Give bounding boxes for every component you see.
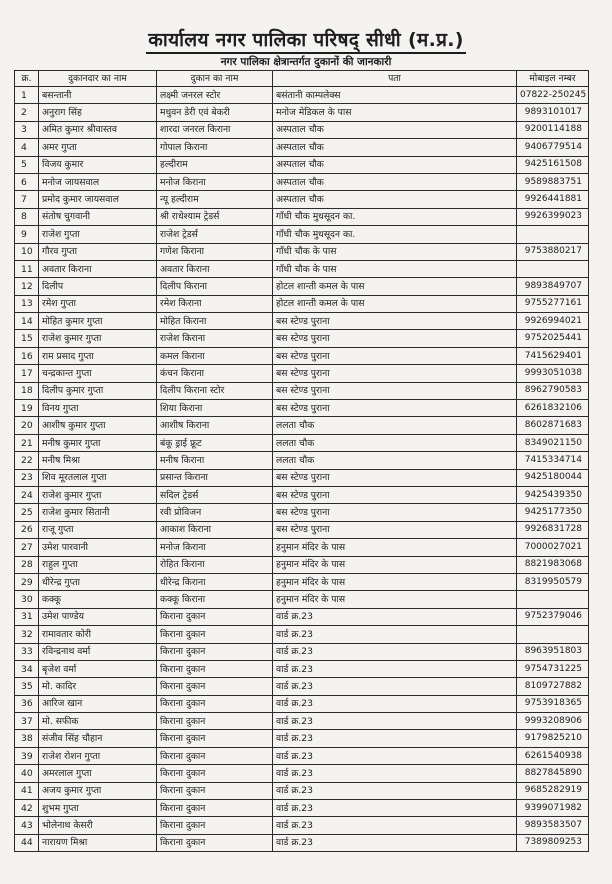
cell-address: ललता चौक bbox=[273, 452, 517, 469]
cell-shop-name: किराना दुकान bbox=[157, 608, 273, 625]
table-row bbox=[15, 382, 589, 399]
cell-mobile: 9425439350 bbox=[517, 486, 589, 503]
cell-shop-name: किराना दुकान bbox=[157, 782, 273, 799]
table-row bbox=[15, 504, 589, 521]
cell-mobile: 9993051038 bbox=[517, 365, 589, 382]
cell-shop-name: किराना दुकान bbox=[157, 695, 273, 712]
cell-serial: 5 bbox=[15, 156, 39, 173]
document-title: कार्यालय नगर पालिका परिषद् सीधी (म.प्र.) bbox=[0, 26, 612, 52]
cell-shop-name: किराना दुकान bbox=[157, 817, 273, 834]
table-row bbox=[15, 87, 589, 104]
table-row bbox=[15, 695, 589, 712]
cell-owner-name: मो. कादिर bbox=[39, 678, 157, 695]
cell-mobile bbox=[517, 626, 589, 643]
cell-shop-name: मनोज किराना bbox=[157, 539, 273, 556]
table-header-row bbox=[15, 71, 589, 87]
cell-shop-name: किराना दुकान bbox=[157, 747, 273, 764]
cell-address: गाँधी चौक के पास bbox=[273, 243, 517, 260]
table-row bbox=[15, 817, 589, 834]
cell-shop-name: किराना दुकान bbox=[157, 765, 273, 782]
cell-mobile: 9926399023 bbox=[517, 208, 589, 225]
cell-mobile: 9926994021 bbox=[517, 313, 589, 330]
cell-shop-name: राजेश किराना bbox=[157, 330, 273, 347]
cell-mobile: 7389809253 bbox=[517, 834, 589, 851]
cell-address: ललता चौक bbox=[273, 434, 517, 451]
cell-owner-name: रविन्द्रनाथ वर्मा bbox=[39, 643, 157, 660]
cell-serial: 25 bbox=[15, 504, 39, 521]
cell-serial: 26 bbox=[15, 521, 39, 538]
cell-mobile: 8962790583 bbox=[517, 382, 589, 399]
cell-address: हनुमान मंदिर के पास bbox=[273, 573, 517, 590]
cell-serial: 4 bbox=[15, 139, 39, 156]
document-subtitle: नगर पालिका क्षेत्रान्तर्गत दुकानों की जानकारी bbox=[220, 56, 392, 68]
cell-mobile: 8821983068 bbox=[517, 556, 589, 573]
cell-mobile: 8109727882 bbox=[517, 678, 589, 695]
cell-address: वार्ड क्र.23 bbox=[273, 660, 517, 677]
cell-address: गाँधी चौक मुधसूदन का. bbox=[273, 226, 517, 243]
table-row bbox=[15, 278, 589, 295]
cell-serial: 8 bbox=[15, 208, 39, 225]
cell-shop-name: न्यू हल्दीराम bbox=[157, 191, 273, 208]
cell-mobile bbox=[517, 591, 589, 608]
cell-mobile bbox=[517, 226, 589, 243]
cell-mobile: 8963951803 bbox=[517, 643, 589, 660]
cell-owner-name: मनीष मिश्रा bbox=[39, 452, 157, 469]
cell-shop-name: कमल किराना bbox=[157, 347, 273, 364]
cell-serial: 6 bbox=[15, 173, 39, 190]
cell-address: अस्पताल चौक bbox=[273, 173, 517, 190]
cell-address: वार्ड क्र.23 bbox=[273, 730, 517, 747]
cell-address: वार्ड क्र.23 bbox=[273, 713, 517, 730]
cell-owner-name: राहुल गुप्ता bbox=[39, 556, 157, 573]
cell-shop-name: कंचन किराना bbox=[157, 365, 273, 382]
header-mobile: मोबाइल नम्बर bbox=[517, 71, 589, 87]
cell-shop-name: किराना दुकान bbox=[157, 730, 273, 747]
cell-owner-name: रामावतार कोरी bbox=[39, 626, 157, 643]
cell-shop-name: किराना दुकान bbox=[157, 713, 273, 730]
cell-owner-name: उमेश पाण्डेय bbox=[39, 608, 157, 625]
cell-serial: 20 bbox=[15, 417, 39, 434]
table-row bbox=[15, 173, 589, 190]
cell-address: बस स्टेण्ड पुराना bbox=[273, 347, 517, 364]
cell-address: बस स्टेण्ड पुराना bbox=[273, 504, 517, 521]
cell-owner-name: दिलीप कुमार गुप्ता bbox=[39, 382, 157, 399]
cell-serial: 12 bbox=[15, 278, 39, 295]
cell-owner-name: विजय कुमार bbox=[39, 156, 157, 173]
cell-owner-name: राजेश कुमार सितानी bbox=[39, 504, 157, 521]
cell-shop-name: किराना दुकान bbox=[157, 834, 273, 851]
cell-owner-name: राजेश कुमार गुप्ता bbox=[39, 486, 157, 503]
cell-mobile: 9753880217 bbox=[517, 243, 589, 260]
cell-owner-name: बसन्तानी bbox=[39, 87, 157, 104]
cell-address: बस स्टेण्ड पुराना bbox=[273, 469, 517, 486]
cell-serial: 34 bbox=[15, 660, 39, 677]
cell-serial: 33 bbox=[15, 643, 39, 660]
cell-serial: 40 bbox=[15, 765, 39, 782]
table-row bbox=[15, 834, 589, 851]
cell-serial: 42 bbox=[15, 800, 39, 817]
cell-mobile: 9753918365 bbox=[517, 695, 589, 712]
cell-mobile: 9685282919 bbox=[517, 782, 589, 799]
cell-address: वार्ड क्र.23 bbox=[273, 678, 517, 695]
cell-address: बस स्टेण्ड पुराना bbox=[273, 486, 517, 503]
cell-mobile: 9893101017 bbox=[517, 104, 589, 121]
cell-address: वार्ड क्र.23 bbox=[273, 695, 517, 712]
cell-owner-name: अमरलाल गुप्ता bbox=[39, 765, 157, 782]
table-row bbox=[15, 573, 589, 590]
cell-mobile: 9893583507 bbox=[517, 817, 589, 834]
cell-mobile: 9406779514 bbox=[517, 139, 589, 156]
table-row bbox=[15, 539, 589, 556]
cell-serial: 32 bbox=[15, 626, 39, 643]
cell-mobile: 7415629401 bbox=[517, 347, 589, 364]
table-row bbox=[15, 660, 589, 677]
table-row bbox=[15, 678, 589, 695]
cell-shop-name: किराना दुकान bbox=[157, 626, 273, 643]
cell-owner-name: चन्द्रकान्त गुप्ता bbox=[39, 365, 157, 382]
cell-mobile: 9425180044 bbox=[517, 469, 589, 486]
cell-address: बस स्टेण्ड पुराना bbox=[273, 400, 517, 417]
table-row bbox=[15, 643, 589, 660]
cell-mobile: 07822-250245 bbox=[517, 87, 589, 104]
table-row bbox=[15, 521, 589, 538]
cell-serial: 43 bbox=[15, 817, 39, 834]
cell-address: होटल शान्ती कमल के पास bbox=[273, 278, 517, 295]
table-row bbox=[15, 121, 589, 138]
cell-shop-name: हल्दीराम bbox=[157, 156, 273, 173]
cell-owner-name: आशीष कुमार गुप्ता bbox=[39, 417, 157, 434]
cell-mobile: 9893849707 bbox=[517, 278, 589, 295]
cell-owner-name: बृजेश वर्मा bbox=[39, 660, 157, 677]
cell-address: अस्पताल चौक bbox=[273, 121, 517, 138]
cell-serial: 21 bbox=[15, 434, 39, 451]
cell-serial: 36 bbox=[15, 695, 39, 712]
cell-serial: 17 bbox=[15, 365, 39, 382]
cell-address: गाँधी चौक के पास bbox=[273, 260, 517, 277]
cell-mobile: 9589883751 bbox=[517, 173, 589, 190]
table-row bbox=[15, 191, 589, 208]
cell-mobile: 6261540938 bbox=[517, 747, 589, 764]
cell-owner-name: मनोज जायसवाल bbox=[39, 173, 157, 190]
cell-shop-name: प्रसान्त किराना bbox=[157, 469, 273, 486]
table-row bbox=[15, 347, 589, 364]
cell-mobile: 9752379046 bbox=[517, 608, 589, 625]
cell-shop-name: कक्कू किराना bbox=[157, 591, 273, 608]
cell-mobile: 9926831728 bbox=[517, 521, 589, 538]
cell-owner-name: राम प्रसाद गुप्ता bbox=[39, 347, 157, 364]
cell-owner-name: अमित कुमार श्रीवास्तव bbox=[39, 121, 157, 138]
table-row bbox=[15, 243, 589, 260]
cell-owner-name: उमेश पारवानी bbox=[39, 539, 157, 556]
table-row bbox=[15, 469, 589, 486]
cell-serial: 35 bbox=[15, 678, 39, 695]
cell-mobile: 9754731225 bbox=[517, 660, 589, 677]
table-row bbox=[15, 365, 589, 382]
cell-mobile: 9425177350 bbox=[517, 504, 589, 521]
cell-serial: 39 bbox=[15, 747, 39, 764]
cell-address: वार्ड क्र.23 bbox=[273, 643, 517, 660]
table-row bbox=[15, 104, 589, 121]
cell-serial: 13 bbox=[15, 295, 39, 312]
table-row bbox=[15, 226, 589, 243]
cell-mobile: 9752025441 bbox=[517, 330, 589, 347]
cell-mobile: 8602871683 bbox=[517, 417, 589, 434]
cell-serial: 37 bbox=[15, 713, 39, 730]
cell-mobile: 6261832106 bbox=[517, 400, 589, 417]
cell-serial: 2 bbox=[15, 104, 39, 121]
cell-owner-name: अवतार किराना bbox=[39, 260, 157, 277]
cell-serial: 24 bbox=[15, 486, 39, 503]
cell-mobile: 9425161508 bbox=[517, 156, 589, 173]
cell-address: वार्ड क्र.23 bbox=[273, 608, 517, 625]
cell-owner-name: मो. सफीक bbox=[39, 713, 157, 730]
cell-shop-name: रमेश किराना bbox=[157, 295, 273, 312]
cell-mobile: 8827845890 bbox=[517, 765, 589, 782]
table-row bbox=[15, 626, 589, 643]
cell-owner-name: विनय गुप्ता bbox=[39, 400, 157, 417]
table-body bbox=[15, 87, 589, 852]
cell-owner-name: शिव मूरतलाल गुप्ता bbox=[39, 469, 157, 486]
cell-address: बस स्टेण्ड पुराना bbox=[273, 365, 517, 382]
cell-serial: 19 bbox=[15, 400, 39, 417]
cell-serial: 1 bbox=[15, 87, 39, 104]
cell-shop-name: अवतार किराना bbox=[157, 260, 273, 277]
cell-owner-name: अमर गुप्ता bbox=[39, 139, 157, 156]
table-row bbox=[15, 556, 589, 573]
shop-table bbox=[14, 70, 589, 852]
table-row bbox=[15, 608, 589, 625]
table-row bbox=[15, 139, 589, 156]
header-shop-name: दुकान का नाम bbox=[157, 71, 273, 87]
cell-mobile: 8349021150 bbox=[517, 434, 589, 451]
cell-serial: 22 bbox=[15, 452, 39, 469]
cell-owner-name: धीरेन्द्र गुप्ता bbox=[39, 573, 157, 590]
cell-address: बस स्टेण्ड पुराना bbox=[273, 313, 517, 330]
table-row bbox=[15, 434, 589, 451]
cell-serial: 27 bbox=[15, 539, 39, 556]
cell-mobile: 9200114188 bbox=[517, 121, 589, 138]
table-row bbox=[15, 486, 589, 503]
cell-shop-name: आकाश किराना bbox=[157, 521, 273, 538]
table-row bbox=[15, 295, 589, 312]
cell-owner-name: राजेश गुप्ता bbox=[39, 226, 157, 243]
cell-owner-name: संजीव सिंह चौहान bbox=[39, 730, 157, 747]
cell-serial: 14 bbox=[15, 313, 39, 330]
cell-serial: 7 bbox=[15, 191, 39, 208]
cell-address: गाँधी चौक मुधसूदन का. bbox=[273, 208, 517, 225]
cell-serial: 31 bbox=[15, 608, 39, 625]
cell-owner-name: मोहित कुमार गुप्ता bbox=[39, 313, 157, 330]
cell-shop-name: शारदा जनरल किराना bbox=[157, 121, 273, 138]
cell-serial: 3 bbox=[15, 121, 39, 138]
header-owner-name: दुकानदार का नाम bbox=[39, 71, 157, 87]
cell-shop-name: दिलीप किराना स्टोर bbox=[157, 382, 273, 399]
table-row bbox=[15, 260, 589, 277]
cell-serial: 10 bbox=[15, 243, 39, 260]
cell-owner-name: गौरव गुप्ता bbox=[39, 243, 157, 260]
table-row bbox=[15, 800, 589, 817]
cell-mobile: 9926441881 bbox=[517, 191, 589, 208]
cell-serial: 29 bbox=[15, 573, 39, 590]
table-row bbox=[15, 591, 589, 608]
cell-shop-name: सदिल ट्रेडर्स bbox=[157, 486, 273, 503]
cell-address: वार्ड क्र.23 bbox=[273, 800, 517, 817]
table-row bbox=[15, 782, 589, 799]
header-address: पता bbox=[273, 71, 517, 87]
cell-shop-name: मोहित किराना bbox=[157, 313, 273, 330]
cell-serial: 16 bbox=[15, 347, 39, 364]
cell-address: अस्पताल चौक bbox=[273, 139, 517, 156]
cell-shop-name: राजेश ट्रेडर्स bbox=[157, 226, 273, 243]
table-row bbox=[15, 330, 589, 347]
cell-address: बस स्टेण्ड पुराना bbox=[273, 521, 517, 538]
cell-serial: 44 bbox=[15, 834, 39, 851]
cell-address: वार्ड क्र.23 bbox=[273, 626, 517, 643]
table-row bbox=[15, 208, 589, 225]
cell-serial: 28 bbox=[15, 556, 39, 573]
cell-shop-name: गोपाल किराना bbox=[157, 139, 273, 156]
cell-address: होटल शान्ती कमल के पास bbox=[273, 295, 517, 312]
cell-serial: 15 bbox=[15, 330, 39, 347]
cell-address: हनुमान मंदिर के पास bbox=[273, 556, 517, 573]
cell-owner-name: कक्कू bbox=[39, 591, 157, 608]
cell-mobile: 7000027021 bbox=[517, 539, 589, 556]
cell-address: अस्पताल चौक bbox=[273, 156, 517, 173]
cell-mobile: 9755277161 bbox=[517, 295, 589, 312]
cell-shop-name: किराना दुकान bbox=[157, 800, 273, 817]
cell-shop-name: मनोज किराना bbox=[157, 173, 273, 190]
cell-shop-name: रोहित किराना bbox=[157, 556, 273, 573]
cell-address: अस्पताल चौक bbox=[273, 191, 517, 208]
cell-address: मनोज मेडिकल के पास bbox=[273, 104, 517, 121]
cell-shop-name: शिया किराना bbox=[157, 400, 273, 417]
table-row bbox=[15, 765, 589, 782]
cell-owner-name: राजेश कुमार गुप्ता bbox=[39, 330, 157, 347]
cell-shop-name: किराना दुकान bbox=[157, 678, 273, 695]
cell-serial: 18 bbox=[15, 382, 39, 399]
cell-shop-name: किराना दुकान bbox=[157, 660, 273, 677]
table-row bbox=[15, 747, 589, 764]
cell-shop-name: बंकू ड्राई फ्रूट bbox=[157, 434, 273, 451]
cell-owner-name: रमेश गुप्ता bbox=[39, 295, 157, 312]
cell-owner-name: आरिज खान bbox=[39, 695, 157, 712]
cell-address: हनुमान मंदिर के पास bbox=[273, 539, 517, 556]
cell-owner-name: अजय कुमार गुप्ता bbox=[39, 782, 157, 799]
cell-owner-name: मनीष कुमार गुप्ता bbox=[39, 434, 157, 451]
cell-owner-name: नारायण मिश्रा bbox=[39, 834, 157, 851]
table-row bbox=[15, 730, 589, 747]
cell-address: बस स्टेण्ड पुराना bbox=[273, 330, 517, 347]
cell-serial: 38 bbox=[15, 730, 39, 747]
cell-mobile: 8319950579 bbox=[517, 573, 589, 590]
cell-owner-name: संतोष चुगवानी bbox=[39, 208, 157, 225]
cell-address: वार्ड क्र.23 bbox=[273, 834, 517, 851]
cell-owner-name: अनुराग सिंह bbox=[39, 104, 157, 121]
cell-address: वार्ड क्र.23 bbox=[273, 765, 517, 782]
cell-owner-name: प्रमोद कुमार जायसवाल bbox=[39, 191, 157, 208]
cell-address: बस स्टेण्ड पुराना bbox=[273, 382, 517, 399]
cell-owner-name: भोलेनाथ केसरी bbox=[39, 817, 157, 834]
cell-shop-name: आशीष किराना bbox=[157, 417, 273, 434]
cell-mobile: 9993208906 bbox=[517, 713, 589, 730]
cell-shop-name: दिलीप किराना bbox=[157, 278, 273, 295]
table-row bbox=[15, 400, 589, 417]
cell-owner-name: शुभम गुप्ता bbox=[39, 800, 157, 817]
table-row bbox=[15, 417, 589, 434]
cell-mobile: 7415334714 bbox=[517, 452, 589, 469]
cell-shop-name: धीरेन्द्र किराना bbox=[157, 573, 273, 590]
cell-address: बसंतानी काम्पलेक्स bbox=[273, 87, 517, 104]
cell-shop-name: किराना दुकान bbox=[157, 643, 273, 660]
cell-serial: 30 bbox=[15, 591, 39, 608]
cell-serial: 41 bbox=[15, 782, 39, 799]
cell-owner-name: दिलीप bbox=[39, 278, 157, 295]
header-serial: क्र. bbox=[15, 71, 39, 87]
cell-mobile: 9179825210 bbox=[517, 730, 589, 747]
cell-shop-name: मधुवन डेरी एवं बेकरी bbox=[157, 104, 273, 121]
cell-mobile bbox=[517, 260, 589, 277]
cell-shop-name: श्री राधेश्याम ट्रेडर्स bbox=[157, 208, 273, 225]
table-row bbox=[15, 713, 589, 730]
cell-serial: 11 bbox=[15, 260, 39, 277]
cell-shop-name: लक्ष्मी जनरल स्टोर bbox=[157, 87, 273, 104]
cell-shop-name: रवी प्रोविजन bbox=[157, 504, 273, 521]
table-row bbox=[15, 156, 589, 173]
cell-serial: 23 bbox=[15, 469, 39, 486]
cell-address: हनुमान मंदिर के पास bbox=[273, 591, 517, 608]
cell-mobile: 9399071982 bbox=[517, 800, 589, 817]
cell-owner-name: राजू गुप्ता bbox=[39, 521, 157, 538]
cell-address: वार्ड क्र.23 bbox=[273, 782, 517, 799]
cell-address: वार्ड क्र.23 bbox=[273, 747, 517, 764]
cell-shop-name: मनीष किराना bbox=[157, 452, 273, 469]
table-row bbox=[15, 313, 589, 330]
cell-owner-name: राजेश रोशन गुप्ता bbox=[39, 747, 157, 764]
cell-shop-name: गणेश किराना bbox=[157, 243, 273, 260]
cell-address: ललता चौक bbox=[273, 417, 517, 434]
cell-serial: 9 bbox=[15, 226, 39, 243]
table-row bbox=[15, 452, 589, 469]
cell-address: वार्ड क्र.23 bbox=[273, 817, 517, 834]
